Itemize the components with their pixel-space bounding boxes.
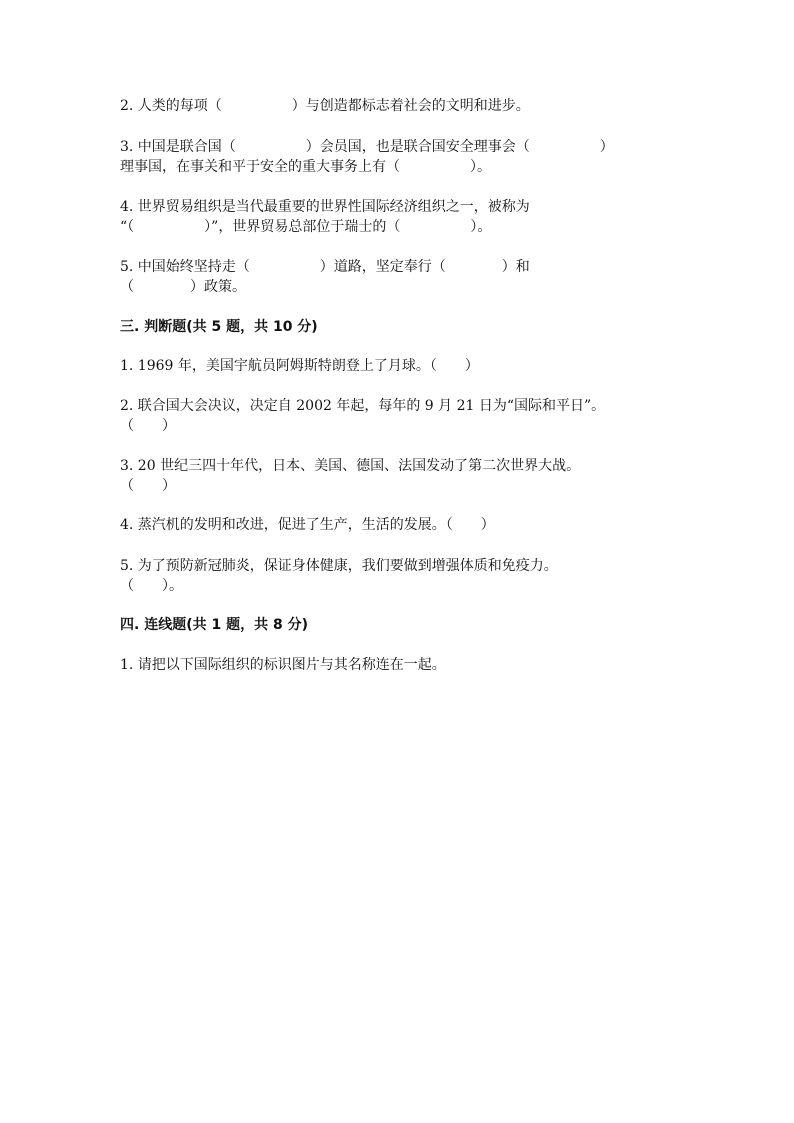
- judge-q4: 4. 蒸汽机的发明和改进，促进了生产，生活的发展。（ ）: [120, 517, 495, 533]
- fill-blank-q5-line2: （ ）政策。: [120, 279, 246, 295]
- judge-q5-line2: （ ）。: [120, 578, 183, 594]
- section4-heading: 四. 连线题(共 1 题，共 8 分): [120, 617, 308, 633]
- fill-blank-q2: 2. 人类的每项（ ）与创造都标志着社会的文明和进步。: [120, 98, 530, 114]
- fill-blank-q3-line1: 3. 中国是联合国（ ）会员国，也是联合国安全理事会（ ）: [120, 139, 614, 155]
- match-q1: 1. 请把以下国际组织的标识图片与其名称连在一起。: [120, 657, 446, 673]
- judge-q3-line2: （ ）: [120, 478, 176, 494]
- section3-heading: 三. 判断题(共 5 题，共 10 分): [120, 319, 318, 335]
- fill-blank-q3-line2: 理事国，在事关和平于安全的重大事务上有（ ）。: [120, 159, 491, 175]
- judge-q5-line1: 5. 为了预防新冠肺炎，保证身体健康，我们要做到增强体质和免疫力。: [120, 558, 558, 574]
- judge-q1: 1. 1969 年，美国宇航员阿姆斯特朗登上了月球。（ ）: [120, 358, 479, 374]
- fill-blank-q5-line1: 5. 中国始终坚持走（ ）道路，坚定奉行（ ）和: [120, 259, 530, 275]
- judge-q3-line1: 3. 20 世纪三四十年代，日本、美国、德国、法国发动了第二次世界大战。: [120, 458, 581, 474]
- fill-blank-q4-line2: “（ ）”，世界贸易总部位于瑞士的（ ）。: [120, 219, 492, 235]
- judge-q2-line2: （ ）: [120, 418, 176, 434]
- fill-blank-q4-line1: 4. 世界贸易组织是当代最重要的世界性国际经济组织之一，被称为: [120, 199, 530, 215]
- judge-q2-line1: 2. 联合国大会决议，决定自 2002 年起，每年的 9 月 21 日为“国际和平日”。: [120, 398, 606, 414]
